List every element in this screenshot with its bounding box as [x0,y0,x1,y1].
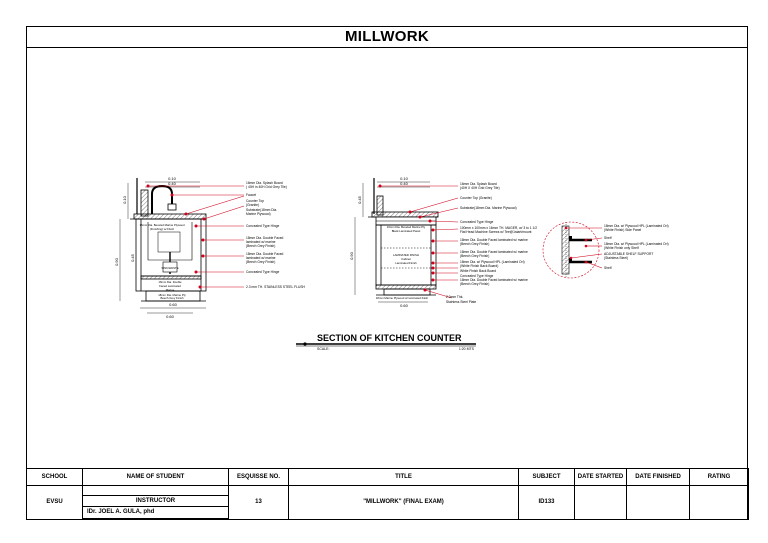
shelf-support-detail [543,222,599,278]
right-callout: Concealed Type Hinge [460,274,494,278]
left-dim-width: 0.60 [169,302,177,307]
right-bottom-note-b: Stainless Steel Plate [446,300,477,304]
left-callouts [246,181,306,289]
section-title: SECTION OF KITCHEN COUNTER [317,333,462,343]
right-callout: (Beech Grey Finish) [460,242,490,246]
left-callout: 16mm Dia. Splash Board [246,181,283,185]
detail-callout: (Stainless Steel) [604,256,629,260]
right-callout: (Beech Grey Finish) [460,282,490,286]
right-callout: 100mm x 100mm x 16mm TH. MAGER, w/ 3 to 1 1/2 [460,226,538,230]
right-dim-top-mid: 0.40 [400,181,408,186]
left-dim-bottom: 0.60 [166,314,174,319]
left-callout: 18mm Dia. Double Faced [246,236,284,240]
right-callouts [446,182,537,304]
right-callout-leaders [379,185,458,298]
right-inner-note: 16mm Dia. Beveled Marine Ply [386,225,426,229]
right-callout: (White Finish Back Board) [460,264,499,268]
left-inner-note: 16mm Dia. Double [158,280,182,284]
scale-label: SCALE: [317,347,330,351]
date-finished-value [627,485,690,519]
student-name-value [83,485,229,496]
detail-callouts [604,224,669,270]
left-dim-top-mid: 0.40 [168,181,176,186]
right-counter-section [355,178,438,302]
title-block [26,468,749,520]
right-inner-note: Cabinet [401,257,411,261]
right-inner-note: Laminated Finish [395,261,417,265]
right-base-note: 18mm Marine Plywood w/ laminated finish [375,296,429,300]
title-value: "MILLWORK" (FINAL EXAM) [289,485,519,519]
right-dim-side-a: 0.90 [349,252,354,260]
detail-callout: 18mm Dia. w/ Plywood HPL (Laminated Ori) [604,242,669,246]
header-title: TITLE [289,469,519,486]
left-inner-note: Beech Grey Finish [160,296,184,300]
subject-value: ID133 [519,485,575,519]
left-callout: (Beech Grey Finish) [246,260,276,264]
right-callout: Counter Top (Granite) [460,196,492,200]
instructor-label: INSTRUCTOR [83,496,229,507]
detail-callout: Shelf [604,236,612,240]
right-callout: Flat Head Machine Screws w/ Tee@1start/mount [460,230,532,234]
left-callout: Counter Top [246,199,264,203]
detail-callout: (White Finish) Side Panel [604,228,642,232]
left-callout: 2.3 mm TH. STAINLESS STEEL FLUSH [246,285,305,289]
left-callout: ( 40H in 40H Grid Grey Tile) [246,185,287,189]
right-dim-side-b: 0.45 [357,196,362,204]
detail-callout: Shelf [604,266,612,270]
left-callout: laminated w/ marine [246,256,276,260]
header-date-started: DATE STARTED [575,469,627,486]
header-esquisse-no: ESQUISSE NO. [229,469,289,486]
instructor-name: lDr. JOEL A. GULA, phd [83,506,229,518]
right-callout: (Beech Grey Finish) [460,254,490,258]
detail-callout: 18mm Dia. w/ Plywood HPL (Laminated Ori) [604,224,669,228]
date-started-value [575,485,627,519]
left-inner-note: 18mm Dia. Marine Ply [158,293,186,297]
right-dim-top-small: 0.10 [400,176,408,181]
left-inner-note: SINK/WASTE [161,266,179,270]
left-callout: (Granite) [246,203,260,207]
left-dim-side-a: 0.90 [114,258,119,266]
right-callout: White Finish Back Board [460,269,497,273]
left-callout: (Beech Grey Finish) [246,244,276,248]
left-inner-note: 16mm Dia. Beveled Marine Plywood [139,223,185,227]
right-callout: Substrate(18mm Dia. Marine Plywood) [460,206,517,210]
detail-callout: ADJUSTABLE SHELF SUPPORT [604,252,654,256]
right-dim-bottom: 0.60 [400,303,408,308]
right-callout: Concealed Type Hinge [460,220,494,224]
left-dim-top-small: 0.10 [168,176,176,181]
spacer-cell [83,518,229,519]
right-inner-note: Black Laminated Panel [391,229,421,233]
right-callout: 18mm Dia. Double Faced laminated w/ marine [460,278,528,282]
right-inner-note: LAMINATED FINISH [393,253,419,257]
section-title-block [296,333,476,351]
scale-value: 1:20 MTS [458,347,474,351]
left-callout: laminated w/ marine [246,240,276,244]
left-callout: 18mm Dia. Double Faced [246,252,284,256]
left-callout: Substrate(18mm Dia. [246,208,278,212]
left-callout: Faucet [246,193,257,197]
left-callout: Marine Plywood) [246,212,271,216]
right-callout: 18mm Dia. Double Faced laminated w/ marine [460,238,528,242]
detail-callout: (White Finish only Shelf [604,246,639,250]
right-callout: 16mm Dia. Splash Board [460,182,497,186]
left-callout: Concealed Type Hinge [246,224,280,228]
right-bottom-note-a: 2.0mm Thk. [446,295,464,299]
right-callout: 18mm Dia. Double Faced laminated w/ marine [460,250,528,254]
header-date-finished: DATE FINISHED [627,469,690,486]
header-rating: RATING [690,469,749,486]
header-name-of-student: NAME OF STUDENT [83,469,229,486]
rating-value [690,485,749,519]
left-inner-note: Faced Laminated [159,284,181,288]
header-school: SCHOOL [27,469,83,486]
left-callout: Concealed Type Hinge [246,270,280,274]
sheet-title: MILLWORK [26,26,748,48]
esquisse-value: 13 [229,485,289,519]
right-callout: (40H X 40H Grid Grey Tile) [460,186,500,190]
left-inner-note: (Finishing) w/ Flush [149,227,175,231]
right-callout: 18mm Dia. w/ Plywood HPL (Laminated Ori) [460,260,525,264]
left-inner-note: Marine [165,288,175,292]
left-dim-side-c: 0.45 [130,254,135,262]
header-subject: SUBJECT [519,469,575,486]
school-value: EVSU [27,485,83,519]
left-dim-side-b: 0.10 [122,196,127,204]
